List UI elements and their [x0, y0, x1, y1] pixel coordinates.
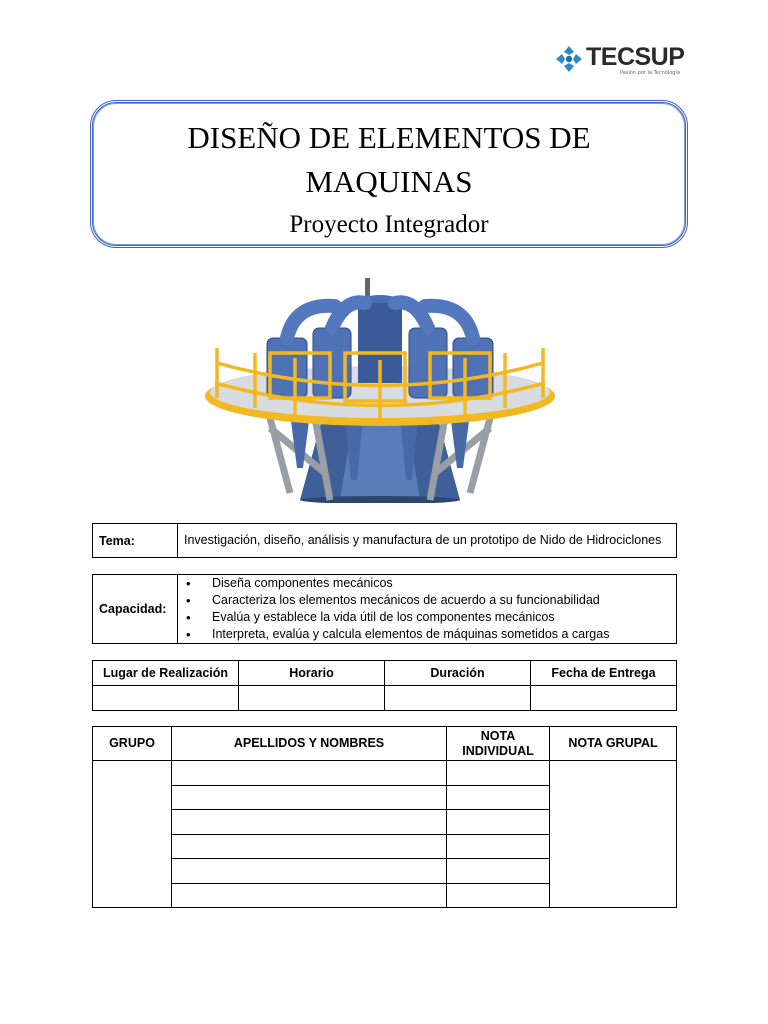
tema-value: Investigación, diseño, análisis y manufactura de un prototipo de Nido de Hidrociclones — [178, 524, 677, 558]
nombre-cell[interactable] — [172, 834, 447, 859]
header-lugar: Lugar de Realización — [93, 661, 239, 686]
logo-tagline: Pasión por la Tecnología — [620, 70, 680, 76]
tecsup-logo-icon — [554, 44, 584, 74]
duracion-cell[interactable] — [385, 686, 531, 711]
title-line-1: DISEÑO DE ELEMENTOS DE — [187, 120, 591, 155]
tema-table — [92, 523, 677, 558]
nombre-cell[interactable] — [172, 859, 447, 884]
nombre-cell[interactable] — [172, 785, 447, 810]
nota-grupal-cell[interactable] — [550, 761, 677, 908]
capacidad-list-cell — [178, 575, 677, 644]
table-row — [93, 761, 677, 786]
capacidad-table — [92, 574, 677, 644]
nota-individual-cell[interactable] — [447, 883, 550, 908]
title-box — [90, 100, 688, 248]
header-duracion: Duración — [385, 661, 531, 686]
title-main — [93, 116, 685, 204]
header-grupo: GRUPO — [93, 727, 172, 761]
header-horario: Horario — [239, 661, 385, 686]
nota-individual-cell[interactable] — [447, 810, 550, 835]
logo-brand: TECSUP — [586, 43, 685, 71]
capacidad-item: • Caracteriza los elementos mecánicos de acuerdo a su funcionabilidad — [206, 592, 670, 609]
header-apellidos: APELLIDOS Y NOMBRES — [172, 727, 447, 761]
lugar-cell[interactable] — [93, 686, 239, 711]
nombre-cell[interactable] — [172, 810, 447, 835]
nota-individual-cell[interactable] — [447, 761, 550, 786]
tecsup-logo — [552, 42, 685, 78]
grupo-cell[interactable] — [93, 761, 172, 908]
nombre-cell[interactable] — [172, 883, 447, 908]
capacidad-item: • Diseña componentes mecánicos — [206, 575, 670, 592]
capacidad-list — [184, 575, 670, 643]
header-nota-grupal: NOTA GRUPAL — [550, 727, 677, 761]
nota-individual-cell[interactable] — [447, 785, 550, 810]
capacidad-item: • Interpreta, evalúa y calcula elementos de máquinas sometidos a cargas — [206, 626, 670, 643]
fecha-cell[interactable] — [531, 686, 677, 711]
lugar-table — [92, 660, 677, 711]
capacidad-item: • Evalúa y establece la vida útil de los componentes mecánicos — [206, 609, 670, 626]
tema-label: Tema: — [93, 524, 178, 558]
header-nota-individual: NOTA INDIVIDUAL — [447, 727, 550, 761]
grupo-table — [92, 726, 677, 908]
horario-cell[interactable] — [239, 686, 385, 711]
capacidad-label: Capacidad: — [93, 575, 178, 644]
nota-individual-cell[interactable] — [447, 859, 550, 884]
subtitle: Proyecto Integrador — [289, 211, 489, 238]
nota-individual-cell[interactable] — [447, 834, 550, 859]
hydrocyclone-nest-image — [195, 268, 565, 503]
nombre-cell[interactable] — [172, 761, 447, 786]
header-fecha: Fecha de Entrega — [531, 661, 677, 686]
title-line-2: MAQUINAS — [305, 164, 473, 199]
